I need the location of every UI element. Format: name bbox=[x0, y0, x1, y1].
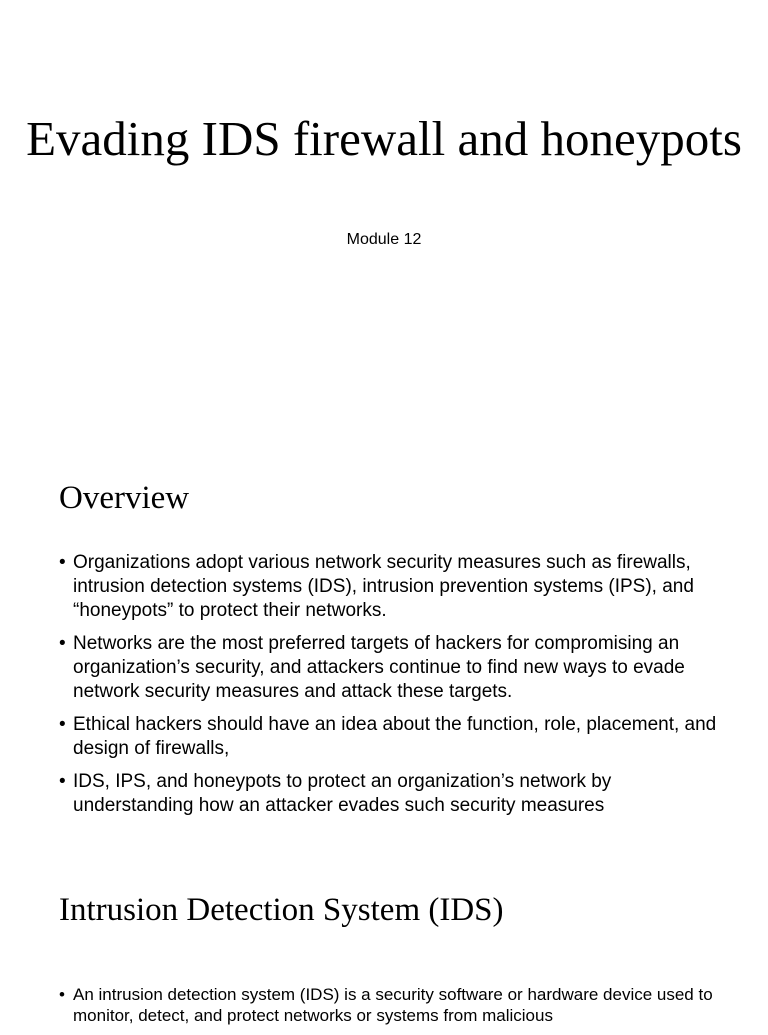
bullet-text: Ethical hackers should have an idea about the function, role, placement, and design of firewalls, bbox=[73, 714, 717, 759]
title-slide bbox=[0, 0, 768, 430]
slide-subtitle: Module 12 bbox=[346, 231, 422, 248]
list-item bbox=[59, 984, 719, 1026]
list-item bbox=[59, 551, 719, 623]
bullet-icon: • bbox=[59, 633, 66, 654]
bullet-text: Networks are the most preferred targets of hackers for compromising an organization’s security, and attackers continue to find new ways to evade network security measures and attack these targets. bbox=[73, 633, 685, 702]
list-item bbox=[59, 632, 719, 704]
bullet-icon: • bbox=[59, 552, 66, 573]
ids-bullet-list bbox=[59, 984, 719, 1035]
list-item bbox=[59, 770, 719, 818]
bullet-icon: • bbox=[59, 714, 66, 735]
list-item bbox=[59, 713, 719, 761]
bullet-text: An intrusion detection system (IDS) is a security software or hardware device used to monitor, detect, and protect networks or systems from malicious bbox=[73, 985, 713, 1025]
bullet-icon: • bbox=[59, 771, 66, 792]
bullet-icon: • bbox=[59, 985, 65, 1004]
bullet-text: IDS, IPS, and honeypots to protect an organization’s network by understanding how an attacker evades such security measures bbox=[73, 771, 612, 816]
overview-heading: Overview bbox=[59, 480, 190, 516]
overview-bullet-list bbox=[59, 551, 719, 827]
slide-title: Evading IDS firewall and honeypots bbox=[26, 111, 742, 166]
bullet-text: Organizations adopt various network security measures such as firewalls, intrusion detection systems (IDS), intrusion prevention systems (IPS), and “honeypots” to protect their networks. bbox=[73, 552, 694, 621]
ids-heading: Intrusion Detection System (IDS) bbox=[59, 892, 504, 928]
